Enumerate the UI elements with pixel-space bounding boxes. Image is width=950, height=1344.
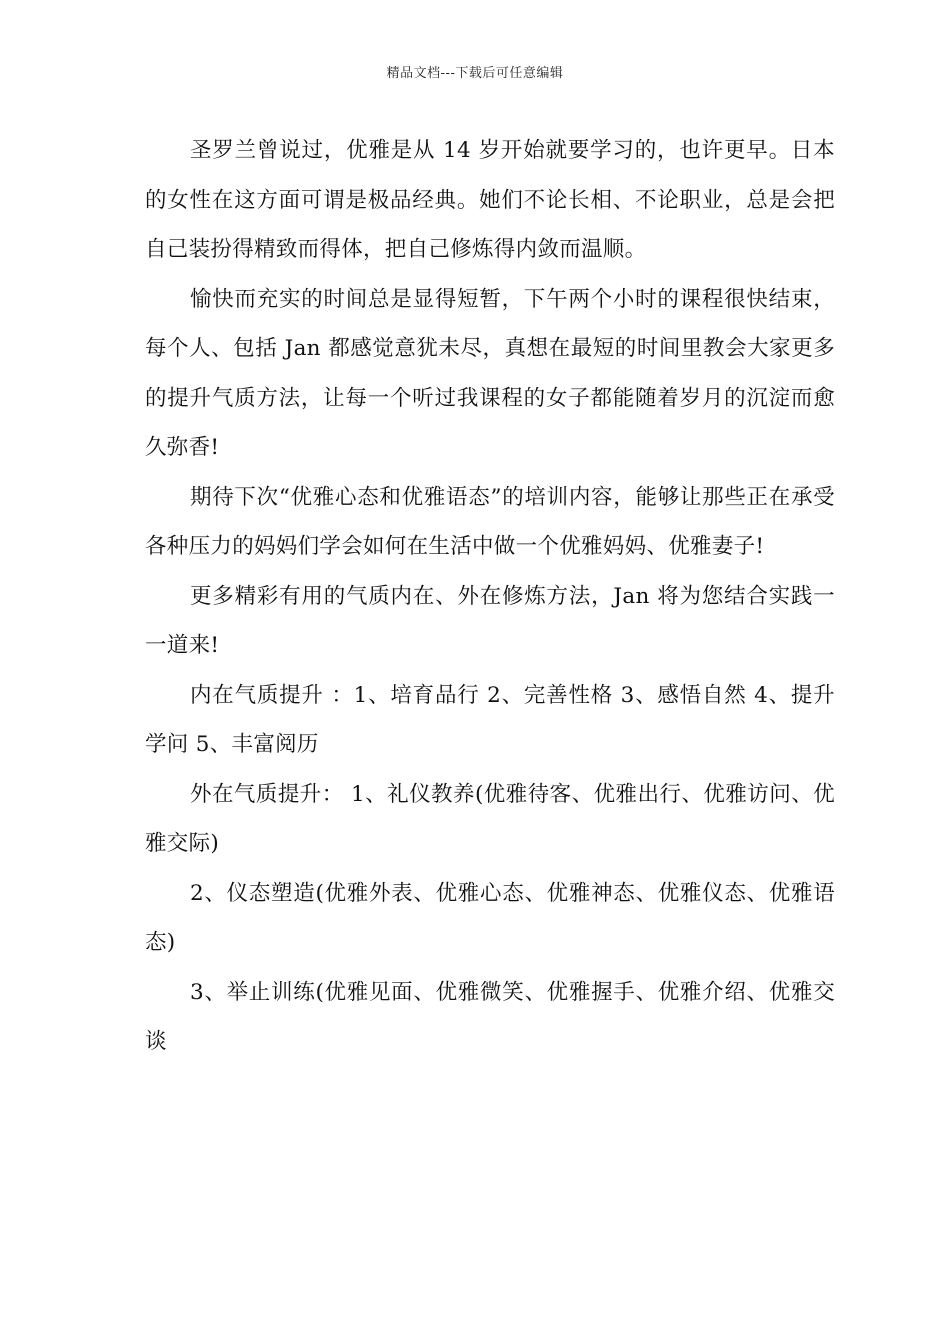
paragraph: 愉快而充实的时间总是显得短暂，下午两个小时的课程很快结束，每个人、包括 Jan 都感觉意犹未尽，真想在最短的时间里教会大家更多的提升气质方法，让每一个听过我课程的女子都能随着岁月的沉淀而愈久弥香! <box>145 286 835 460</box>
page-header: 精品文档---下载后可任意编辑 <box>386 66 564 81</box>
paragraph: 3、举止训练(优雅见面、优雅微笑、优雅握手、优雅介绍、优雅交谈 <box>145 979 835 1054</box>
paragraph: 内在气质提升 ：1、培育品行 2、完善性格 3、感悟自然 4、提升学问 5、丰富阅历 <box>145 682 835 757</box>
paragraph: 圣罗兰曾说过，优雅是从 14 岁开始就要学习的，也许更早。日本的女性在这方面可谓是极品经典。她们不论长相、不论职业，总是会把自己装扮得精致而得体，把自己修炼得内敛而温顺。 <box>145 138 835 262</box>
paragraph: 期待下次“优雅心态和优雅语态”的培训内容，能够让那些正在承受各种压力的妈妈们学会如何在生活中做一个优雅妈妈、优雅妻子! <box>145 484 835 559</box>
document-body <box>145 126 835 1067</box>
paragraph: 更多精彩有用的气质内在、外在修炼方法，Jan 将为您结合实践一一道来! <box>145 583 835 658</box>
paragraph: 2、仪态塑造(优雅外表、优雅心态、优雅神态、优雅仪态、优雅语态) <box>145 880 835 955</box>
paragraph: 外在气质提升： 1、礼仪教养(优雅待客、优雅出行、优雅访问、优雅交际) <box>145 781 835 856</box>
